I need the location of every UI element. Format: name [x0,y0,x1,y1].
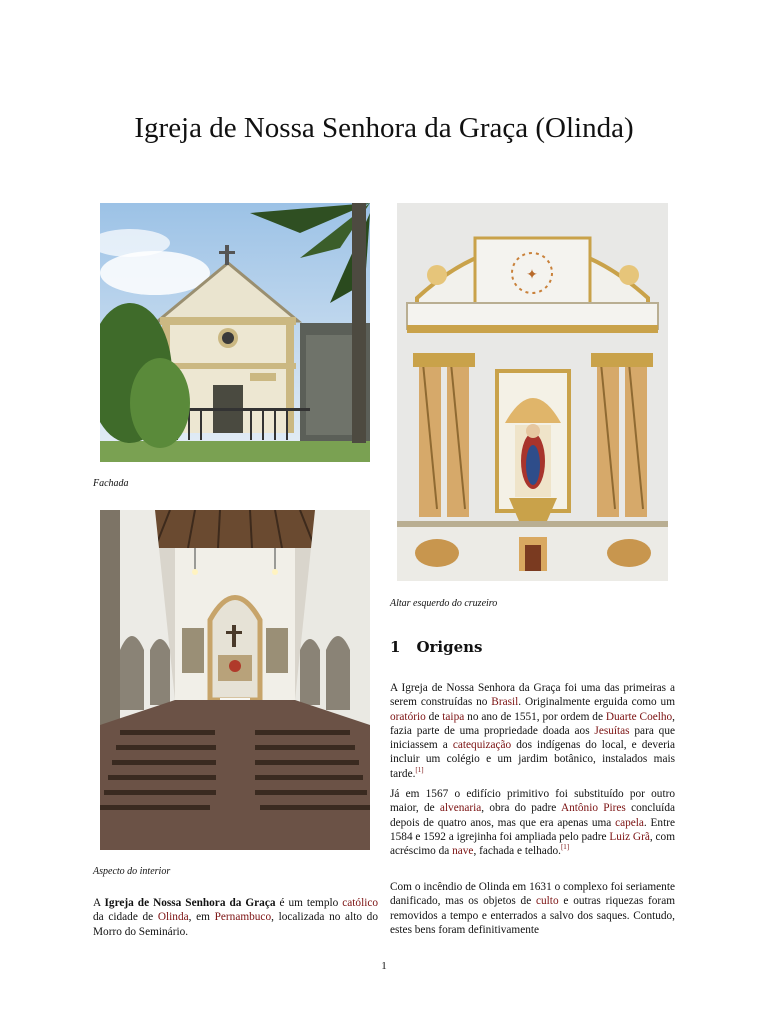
link-duarte-coelho[interactable]: Duarte Coelho [605,710,673,723]
interior-caption: Aspecto do interior [93,866,171,877]
intro-paragraph: A Igreja de Nossa Senhora da Graça é um templo católico da cidade de Olinda, em Pernambuco, localizada no alto do Morro do Seminário. [93,897,379,938]
link-taipa[interactable]: taipa [442,710,465,723]
altar-photo [397,203,668,581]
link-jesuitas[interactable]: Jesuítas [594,724,630,737]
link-nave[interactable]: nave [452,845,474,858]
link-luiz-gra[interactable]: Luiz Grã [609,830,650,843]
facade-caption: Fachada [93,478,129,489]
origens-paragraph-3: Com o incêndio de Olinda em 1631 o complexo foi seriamente danificado, mas os objetos de culto e outras riquezas foram removidos a tempo e enterrados a salvo dos saques. Contudo, estes bens foram definitivamente [390,881,675,936]
section-number: 1 [390,638,401,656]
link-capela[interactable]: capela [615,816,644,829]
article-subject: Igreja de Nossa Senhora da Graça [104,897,276,909]
link-antonio-pires[interactable]: Antônio Pires [560,802,626,815]
page-number: 1 [381,960,387,972]
link-olinda[interactable]: Olinda [157,911,189,924]
link-culto[interactable]: culto [536,895,559,908]
link-oratorio[interactable]: oratório [390,710,426,723]
origens-paragraph-2: Já em 1567 o edifício primitivo foi substituído por outro maior, de alvenaria, obra do padre Antônio Pires concluída depois de quatro anos, mas que era apenas uma capela. Entre 1584 e 1592 a igrejinha foi ampliada pelo padre Luiz Grã, com acréscimo da nave, fachada e telhado.[1] [390,788,675,858]
page-title: Igreja de Nossa Senhora da Graça (Olinda) [134,112,634,144]
interior-photo [100,510,370,850]
svg-text:✦: ✦ [526,267,538,283]
origens-paragraph-1: A Igreja de Nossa Senhora da Graça foi uma das primeiras a serem construídas no Brasil. Originalmente erguida como um oratório de taipa no ano de 1551, por ordem de Duarte Coelho, fazia parte de uma propriedade doada aos Jesuítas para que iniciassem a catequização dos indígenas do local, e deveria incluir um colégio e um jardim botânico, instalados mais tarde.[1] [390,682,676,780]
section-heading-origens [390,638,483,656]
link-pernambuco[interactable]: Pernambuco [214,911,272,924]
link-catolico[interactable]: católico [342,897,379,909]
reference-link[interactable]: [1] [415,766,424,775]
section-title: Origens [416,638,483,656]
link-brasil[interactable]: Brasil [491,696,519,709]
link-alvenaria[interactable]: alvenaria [439,802,482,815]
altar-caption: Altar esquerdo do cruzeiro [390,598,498,609]
facade-photo [100,203,370,462]
link-catequizacao[interactable]: catequização [452,739,512,752]
reference-link[interactable]: [1] [560,843,570,852]
